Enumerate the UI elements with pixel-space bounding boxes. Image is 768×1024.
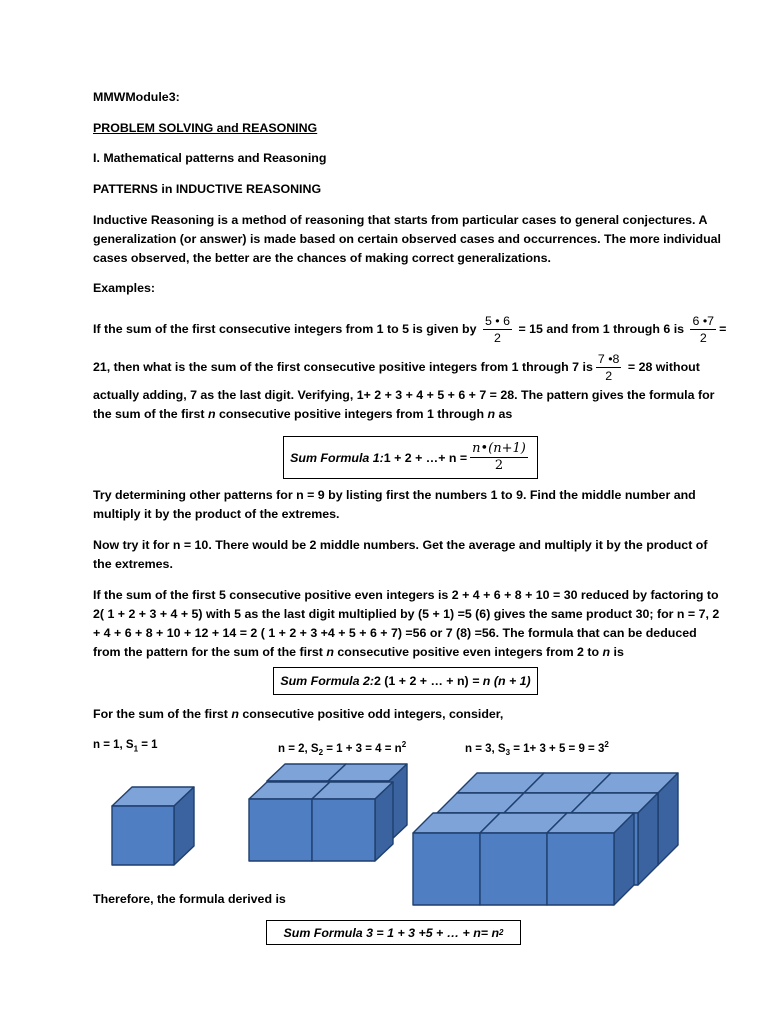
formula-text: Sum Formula 3 = 1 + 3 +5 + … + n — [283, 925, 481, 940]
text: from the pattern for the sum of the first — [93, 645, 327, 659]
example-text: 21, then what is the sum of the first consecutive positive integers from 1 through 7 is — [93, 360, 593, 374]
variable-n: n — [602, 645, 611, 659]
cube-front-face — [413, 833, 480, 905]
paragraph-line: + 4 + 6 + 8 + 10 + 12 + 14 = 2 ( 1 + 2 + 3 +4 + 5 + 6 + 7) =56 or 7 (8) =56. The formula that can be deduced — [93, 626, 697, 640]
text: consecutive positive even integers from 2 to — [333, 645, 603, 659]
text: n = 1, S — [93, 739, 134, 751]
formula-label: Sum Formula 1: — [290, 450, 384, 465]
intro-line: generalization (or answer) is made based on certain observed cases and occurrences. The more individual — [93, 232, 722, 246]
examples-label: Examples: — [93, 281, 155, 295]
text: n = 2, S — [278, 742, 319, 755]
text: = 1 + 3 = 4 = n — [323, 742, 402, 755]
formula-result: = n (n + 1) — [472, 674, 531, 688]
superscript: 2 — [401, 740, 407, 749]
subscript: 1 — [133, 744, 139, 754]
cube-front-face — [547, 833, 614, 905]
example-text: = 28 without — [627, 360, 700, 374]
example-text: = 15 and from 1 through 6 is — [518, 322, 685, 336]
module-heading: MMWModule3: — [93, 90, 180, 104]
intro-line: Inductive Reasoning is a method of reasoning that starts from particular cases to general conjectures. A — [93, 213, 708, 227]
text: as — [495, 407, 513, 421]
variable-n: n — [207, 407, 216, 421]
example-text: = — [719, 322, 727, 336]
fraction-numerator: 7 •8 — [597, 352, 620, 367]
paragraph-line: Now try it for n = 10. There would be 2 middle numbers. Get the average and multiply it by the product of — [93, 538, 708, 552]
example-text: If the sum of the first consecutive integers from 1 to 5 is given by — [93, 322, 477, 336]
text: n = 3, S — [465, 742, 506, 755]
paragraph-line: Try determining other patterns for n = 9 by listing first the numbers 1 to 9. Find the middle number and — [93, 488, 696, 502]
fraction-numerator: n•(n+1) — [472, 441, 526, 456]
cube-front-face — [249, 799, 312, 861]
therefore-text: Therefore, the formula derived is — [93, 892, 286, 906]
fraction-denominator: 2 — [605, 369, 613, 384]
fraction-denominator: 2 — [494, 331, 501, 346]
intro-line: cases observed, the better are the chances of making correct generalizations. — [93, 251, 551, 265]
variable-n: n — [231, 707, 239, 721]
fraction-denominator: 2 — [494, 458, 504, 473]
cube-front-face — [480, 833, 547, 905]
fraction-numerator: 5 • 6 — [484, 314, 510, 329]
text: the sum of the first — [93, 407, 208, 421]
superscript: 2 — [499, 928, 504, 937]
fraction-denominator: 2 — [699, 331, 707, 346]
text: = 1 — [138, 739, 158, 751]
formula-expression: 2 (1 + 2 + … + n) — [373, 674, 469, 688]
subscript: 2 — [318, 748, 324, 758]
formula-result: = n — [480, 925, 500, 940]
cube-front-face — [112, 806, 174, 865]
sum-formula-3-box — [266, 920, 521, 945]
paragraph-line: If the sum of the first 5 consecutive positive even integers is 2 + 4 + 6 + 8 + 10 = 30 reduced by factoring to — [93, 588, 719, 602]
module-subtitle: PROBLEM SOLVING and REASONING — [93, 121, 318, 135]
text: consecutive positive integers from 1 through — [215, 407, 488, 421]
formula-expression: 1 + 2 + …+ n = — [383, 450, 468, 465]
cube-front-face — [312, 799, 375, 861]
superscript: 2 — [604, 740, 609, 749]
variable-n: n — [487, 407, 496, 421]
text: is — [610, 645, 624, 659]
subscript: 3 — [505, 748, 511, 758]
text: consecutive positive odd integers, consider, — [238, 707, 504, 721]
variable-n: n — [326, 645, 334, 659]
paragraph-line: 2( 1 + 2 + 3 + 4 + 5) with 5 as the last digit multiplied by (5 + 1) =5 (6) gives the same product 30; for n = 7, 2 — [93, 607, 720, 621]
section-title: I. Mathematical patterns and Reasoning — [93, 151, 327, 165]
example-line: actually adding, 7 as the last digit. Verifying, 1+ 2 + 3 + 4 + 5 + 6 + 7 = 28. The pattern gives the formula for — [93, 388, 715, 402]
formula-label: Sum Formula 2: — [280, 674, 374, 688]
paragraph-line: multiply it by the product of the extremes. — [93, 507, 340, 521]
subsection-title: PATTERNS in INDUCTIVE REASONING — [93, 182, 322, 196]
fraction-numerator: 6 •7 — [692, 314, 715, 329]
text: For the sum of the first — [93, 707, 232, 721]
paragraph-line: the extremes. — [93, 557, 173, 571]
text: = 1+ 3 + 5 = 9 = 3 — [510, 742, 605, 755]
